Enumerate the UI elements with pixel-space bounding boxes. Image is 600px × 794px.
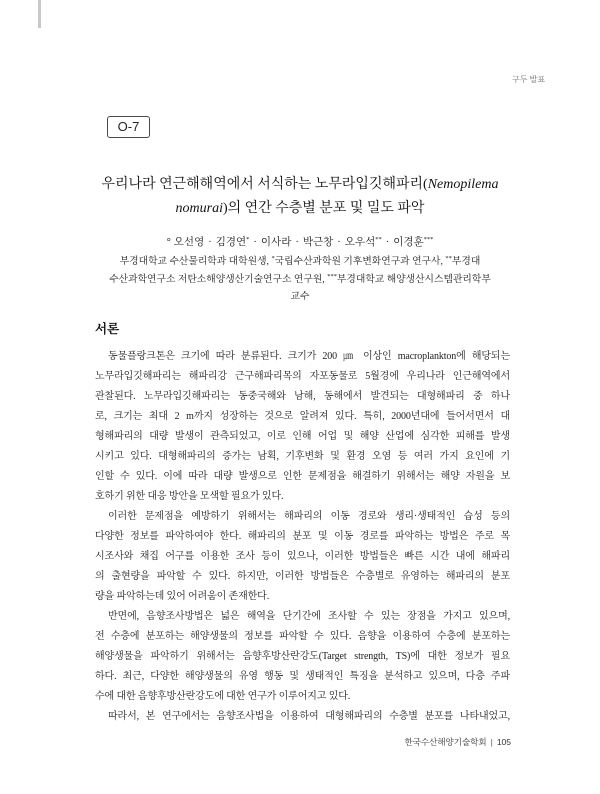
author-name: 이사라	[260, 237, 292, 248]
title-line-1	[70, 173, 530, 197]
title-korean-2: )의 연간 수층별 분포 및 밀도 파악	[222, 201, 425, 216]
body-line: 해양생물을 파악하기 위해서는 음향후방산란강도(Target strength, TS)에 대한 정보가 필요	[95, 651, 510, 662]
presenter-mark: °	[166, 237, 171, 248]
author-separator: ·	[253, 237, 257, 248]
author-mark: *	[246, 236, 250, 243]
affiliation-text: 수산과학연구소 저탄소해양생산기술연구소 연구원,	[109, 273, 328, 285]
paper-title	[70, 173, 530, 221]
body-line: 하다. 최근, 다양한 해양생물의 유영 행동 및 생태적인 특징을 분석하고 있으며, 다층 주파	[95, 671, 510, 682]
author-separator: ·	[385, 237, 390, 248]
body-line: 노무라입깃해파리는 해파리강 근구해파리목의 자포동물로 5월경에 우리나라 인근해역에서	[95, 371, 510, 382]
title-line-2	[70, 197, 530, 221]
session-label: 구두 발표	[512, 75, 546, 84]
body-line: 형해파리의 대량 발생이 관측되었고, 이로 인해 어업 및 해양 산업에 심각한 피해를 발생	[95, 431, 510, 442]
body-line: 의 출현량을 파악할 수 있다. 하지만, 이러한 방법들은 수층별로 유영하는 해파리의 분포	[95, 571, 510, 582]
footer-separator: |	[490, 737, 493, 747]
affiliation-text: 부경대학교 해양생산시스템관리학부	[336, 273, 491, 285]
paragraph	[95, 707, 510, 727]
author-list	[70, 235, 530, 251]
paragraph	[95, 347, 510, 507]
body-line: 전 수층에 분포하는 해양생물의 정보를 파악할 수 있다. 음향을 이용하여 수층에 분포하는	[95, 631, 510, 642]
body-line: 시조사와 채집 어구를 이용한 조사 등이 있으나, 이러한 방법들은 빠른 시간 내에 해파리	[95, 551, 510, 562]
author-name: 이경훈	[393, 237, 424, 248]
presentation-code-box	[107, 116, 150, 138]
page-number: 105	[496, 737, 511, 747]
affiliation-text: 교수	[290, 291, 310, 302]
paragraph	[95, 507, 510, 607]
affiliation-text: 국립수산과학원 기후변화연구과 연구사,	[274, 256, 446, 267]
body-line: 수에 대한 음향후방산란강도에 대한 연구가 이루어지고 있다.	[95, 691, 351, 702]
author-name: 박근창	[302, 237, 334, 248]
presentation-code: O-7	[117, 119, 140, 134]
author-name: 김경연	[215, 237, 247, 248]
body-line: 이러한 문제점을 예방하기 위해서는 해파리의 이동 경로와 생리·생태적인 습성 등의	[108, 511, 510, 522]
affiliation-text: 부경대학교 수산물리학과 대학원생,	[119, 256, 272, 267]
affiliation-mark: *	[271, 255, 275, 262]
section-heading: 서론	[95, 322, 120, 336]
body-line: 동물플랑크톤은 크기에 따라 분류된다. 크기가 200 ㎛ 이상인 macroplankton에 해당되는	[108, 351, 510, 362]
body-line: 량을 파악하는데 있어 어려움이 존재한다.	[95, 591, 270, 602]
body-line: 관찰된다. 노무라입깃해파리는 동중국해와 남해, 동해에서 발견되는 대형해파리 중 하나	[95, 391, 510, 402]
body-line: 반면에, 음향조사방법은 넓은 해역을 단기간에 조사할 수 있는 장점을 가지고 있으며,	[108, 611, 510, 622]
author-mark: **	[375, 236, 382, 243]
body-line: 호하기 위한 대응 방안을 모색할 필요가 있다.	[95, 491, 284, 502]
body-line: 다양한 정보를 파악하여야 한다. 해파리의 분포 및 이동 경로를 파악하는 방법은 주로 목	[95, 531, 510, 542]
author-separator: ·	[337, 237, 341, 248]
affiliations	[70, 253, 530, 306]
body-line: 인할 수 있다. 이에 따라 대량 발생으로 인한 문제점을 해결하기 위해서는 해양 자원을 보	[95, 471, 510, 482]
body-line: 따라서, 본 연구에서는 음향조사법을 이용하여 대형해파리의 수층별 분포를 나타내었고,	[108, 711, 510, 722]
paragraph	[95, 607, 510, 707]
affiliation-line	[70, 271, 530, 289]
body-line: 시키고 있다. 대형해파리의 증가는 남획, 기후변화 및 환경 오염 등 여러 가지 요인에 기	[95, 451, 510, 462]
affiliation-text: 부경대	[451, 256, 481, 267]
author-name: 오우석	[344, 237, 376, 248]
page-footer	[404, 735, 511, 749]
page-edge-bar	[38, 0, 41, 28]
affiliation-mark: **	[445, 255, 452, 262]
section-body	[95, 347, 510, 727]
affiliation-mark: ***	[327, 272, 337, 280]
author-separator: ·	[208, 237, 212, 248]
author-mark: ***	[423, 236, 434, 243]
author-separator: ·	[295, 237, 299, 248]
author-name: 오선영	[173, 237, 205, 248]
title-scientific-genus: Nemopilema	[427, 177, 499, 192]
affiliation-line	[70, 288, 530, 306]
affiliation-line	[70, 253, 530, 271]
title-scientific-species: nomurai	[175, 201, 223, 216]
body-line: 로, 크기는 최대 2 m까지 성장하는 것으로 알려져 있다. 특히, 2000년대에 들어서면서 대	[95, 411, 510, 422]
footer-society: 한국수산해양기술학회	[404, 737, 487, 747]
title-korean-1: 우리나라 연근해해역에서 서식하는 노무라입깃해파리(	[101, 177, 428, 192]
